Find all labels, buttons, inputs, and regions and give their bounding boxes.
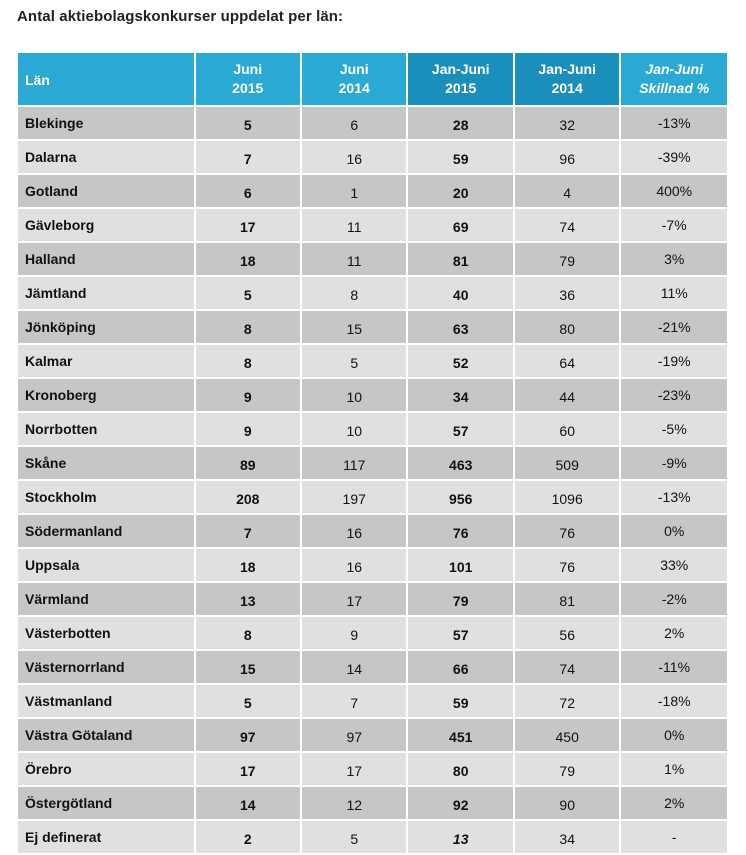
cell-jan-juni-2015: 451: [408, 719, 512, 751]
cell-jan-juni-2014: 64: [515, 345, 619, 377]
table-row: [18, 583, 727, 615]
header-label: 2014: [338, 80, 370, 96]
cell-lan: Örebro: [18, 753, 194, 785]
cell-jan-juni-2014: 4: [515, 175, 619, 207]
cell-jan-juni-2014: 74: [515, 651, 619, 683]
cell-jan-juni-2015: 81: [408, 243, 512, 275]
cell-juni-2015: 7: [196, 141, 300, 173]
county-bankruptcy-table: [16, 51, 729, 855]
cell-juni-2014: 14: [302, 651, 406, 683]
table-row: [18, 141, 727, 173]
cell-jan-juni-2015: 63: [408, 311, 512, 343]
cell-skillnad: -19%: [621, 345, 727, 377]
table-row: [18, 413, 727, 445]
cell-skillnad: 400%: [621, 175, 727, 207]
cell-jan-juni-2015: 79: [408, 583, 512, 615]
cell-juni-2015: 8: [196, 345, 300, 377]
cell-juni-2014: 7: [302, 685, 406, 717]
table-row: [18, 277, 727, 309]
cell-juni-2014: 6: [302, 107, 406, 139]
cell-jan-juni-2014: 79: [515, 243, 619, 275]
cell-juni-2014: 16: [302, 515, 406, 547]
cell-juni-2014: 11: [302, 243, 406, 275]
cell-skillnad: -5%: [621, 413, 727, 445]
header-label: Juni: [233, 61, 263, 77]
cell-juni-2014: 17: [302, 583, 406, 615]
cell-juni-2014: 16: [302, 141, 406, 173]
cell-lan: Västra Götaland: [18, 719, 194, 751]
table-row: [18, 821, 727, 853]
cell-jan-juni-2014: 44: [515, 379, 619, 411]
header-skillnad: [621, 53, 727, 105]
cell-lan: Blekinge: [18, 107, 194, 139]
page-title: Antal aktiebolagskonkurser uppdelat per län:: [17, 8, 344, 25]
cell-juni-2015: 5: [196, 685, 300, 717]
table-row: [18, 753, 727, 785]
table-row: [18, 209, 727, 241]
table-row: [18, 345, 727, 377]
cell-jan-juni-2015: 28: [408, 107, 512, 139]
cell-jan-juni-2014: 81: [515, 583, 619, 615]
cell-jan-juni-2014: 74: [515, 209, 619, 241]
cell-lan: Stockholm: [18, 481, 194, 513]
cell-jan-juni-2014: 36: [515, 277, 619, 309]
cell-lan: Norrbotten: [18, 413, 194, 445]
cell-jan-juni-2014: 76: [515, 515, 619, 547]
header-label: Jan-Juni: [431, 61, 490, 77]
cell-skillnad: -2%: [621, 583, 727, 615]
cell-jan-juni-2014: 96: [515, 141, 619, 173]
header-label: 2014: [551, 80, 583, 96]
cell-jan-juni-2015: 76: [408, 515, 512, 547]
cell-skillnad: 2%: [621, 617, 727, 649]
cell-lan: Ej definerat: [18, 821, 194, 853]
header-label: Jan-Juni: [645, 61, 703, 77]
cell-juni-2015: 7: [196, 515, 300, 547]
cell-juni-2015: 208: [196, 481, 300, 513]
cell-jan-juni-2014: 76: [515, 549, 619, 581]
cell-skillnad: -: [621, 821, 727, 853]
cell-skillnad: 1%: [621, 753, 727, 785]
cell-juni-2015: 6: [196, 175, 300, 207]
cell-juni-2014: 9: [302, 617, 406, 649]
cell-lan: Kalmar: [18, 345, 194, 377]
cell-skillnad: -18%: [621, 685, 727, 717]
cell-juni-2015: 8: [196, 617, 300, 649]
table-header-row: [18, 53, 727, 105]
table-row: [18, 719, 727, 751]
cell-jan-juni-2015: 80: [408, 753, 512, 785]
cell-juni-2014: 117: [302, 447, 406, 479]
cell-juni-2015: 14: [196, 787, 300, 819]
header-label: 2015: [445, 80, 477, 96]
cell-juni-2015: 9: [196, 413, 300, 445]
cell-jan-juni-2014: 56: [515, 617, 619, 649]
cell-lan: Västerbotten: [18, 617, 194, 649]
header-label: Skillnad %: [639, 80, 710, 96]
cell-juni-2014: 197: [302, 481, 406, 513]
cell-jan-juni-2015: 956: [408, 481, 512, 513]
table-row: [18, 311, 727, 343]
cell-jan-juni-2014: 79: [515, 753, 619, 785]
table-row: [18, 107, 727, 139]
cell-juni-2015: 17: [196, 209, 300, 241]
cell-jan-juni-2015: 66: [408, 651, 512, 683]
cell-skillnad: -13%: [621, 107, 727, 139]
cell-juni-2015: 89: [196, 447, 300, 479]
cell-juni-2015: 9: [196, 379, 300, 411]
cell-lan: Gävleborg: [18, 209, 194, 241]
cell-lan: Östergötland: [18, 787, 194, 819]
cell-lan: Skåne: [18, 447, 194, 479]
cell-lan: Gotland: [18, 175, 194, 207]
table-row: [18, 481, 727, 513]
cell-skillnad: -39%: [621, 141, 727, 173]
cell-juni-2015: 18: [196, 549, 300, 581]
header-jan-juni-2014: [515, 53, 619, 105]
cell-jan-juni-2014: 1096: [515, 481, 619, 513]
cell-juni-2015: 5: [196, 107, 300, 139]
cell-jan-juni-2015: 52: [408, 345, 512, 377]
cell-juni-2014: 11: [302, 209, 406, 241]
cell-jan-juni-2015: 463: [408, 447, 512, 479]
cell-jan-juni-2014: 80: [515, 311, 619, 343]
header-label: 2015: [232, 80, 264, 96]
cell-jan-juni-2014: 90: [515, 787, 619, 819]
cell-juni-2015: 18: [196, 243, 300, 275]
cell-skillnad: -9%: [621, 447, 727, 479]
header-label: Juni: [339, 61, 369, 77]
cell-skillnad: 0%: [621, 719, 727, 751]
cell-jan-juni-2014: 32: [515, 107, 619, 139]
cell-juni-2014: 12: [302, 787, 406, 819]
cell-lan: Södermanland: [18, 515, 194, 547]
cell-juni-2014: 5: [302, 821, 406, 853]
cell-lan: Jämtland: [18, 277, 194, 309]
cell-jan-juni-2015: 59: [408, 141, 512, 173]
cell-skillnad: 0%: [621, 515, 727, 547]
cell-juni-2015: 17: [196, 753, 300, 785]
cell-lan: Jönköping: [18, 311, 194, 343]
cell-lan: Värmland: [18, 583, 194, 615]
cell-juni-2014: 10: [302, 379, 406, 411]
cell-jan-juni-2015: 92: [408, 787, 512, 819]
cell-juni-2014: 17: [302, 753, 406, 785]
cell-skillnad: -13%: [621, 481, 727, 513]
table-row: [18, 243, 727, 275]
table-row: [18, 685, 727, 717]
cell-juni-2014: 5: [302, 345, 406, 377]
table-row: [18, 379, 727, 411]
cell-skillnad: 11%: [621, 277, 727, 309]
table-row: [18, 651, 727, 683]
table-row: [18, 447, 727, 479]
cell-skillnad: 3%: [621, 243, 727, 275]
cell-jan-juni-2015: 57: [408, 617, 512, 649]
cell-juni-2014: 15: [302, 311, 406, 343]
table-row: [18, 549, 727, 581]
cell-jan-juni-2015: 57: [408, 413, 512, 445]
cell-lan: Kronoberg: [18, 379, 194, 411]
cell-jan-juni-2015: 69: [408, 209, 512, 241]
cell-jan-juni-2014: 509: [515, 447, 619, 479]
header-lan: [18, 53, 194, 105]
cell-lan: Västernorrland: [18, 651, 194, 683]
cell-lan: Uppsala: [18, 549, 194, 581]
header-label: Län: [25, 72, 50, 88]
cell-juni-2015: 8: [196, 311, 300, 343]
cell-skillnad: 33%: [621, 549, 727, 581]
cell-juni-2014: 10: [302, 413, 406, 445]
cell-juni-2014: 8: [302, 277, 406, 309]
table-row: [18, 175, 727, 207]
cell-skillnad: -11%: [621, 651, 727, 683]
header-jan-juni-2015: [408, 53, 512, 105]
cell-juni-2015: 15: [196, 651, 300, 683]
cell-jan-juni-2014: 60: [515, 413, 619, 445]
cell-skillnad: -23%: [621, 379, 727, 411]
cell-jan-juni-2014: 72: [515, 685, 619, 717]
table-row: [18, 787, 727, 819]
table-row: [18, 617, 727, 649]
cell-juni-2014: 1: [302, 175, 406, 207]
cell-skillnad: -7%: [621, 209, 727, 241]
header-juni-2015: [196, 53, 300, 105]
cell-skillnad: -21%: [621, 311, 727, 343]
cell-lan: Halland: [18, 243, 194, 275]
cell-juni-2014: 16: [302, 549, 406, 581]
cell-jan-juni-2014: 450: [515, 719, 619, 751]
cell-jan-juni-2015: 13: [408, 821, 512, 853]
cell-jan-juni-2015: 34: [408, 379, 512, 411]
cell-jan-juni-2015: 20: [408, 175, 512, 207]
table-body: [18, 107, 727, 853]
header-label: Jan-Juni: [538, 61, 596, 77]
cell-lan: Dalarna: [18, 141, 194, 173]
cell-skillnad: 2%: [621, 787, 727, 819]
header-juni-2014: [302, 53, 406, 105]
cell-juni-2015: 97: [196, 719, 300, 751]
cell-jan-juni-2014: 34: [515, 821, 619, 853]
cell-juni-2015: 2: [196, 821, 300, 853]
cell-jan-juni-2015: 40: [408, 277, 512, 309]
table-row: [18, 515, 727, 547]
cell-jan-juni-2015: 101: [408, 549, 512, 581]
cell-juni-2014: 97: [302, 719, 406, 751]
cell-lan: Västmanland: [18, 685, 194, 717]
cell-juni-2015: 5: [196, 277, 300, 309]
cell-juni-2015: 13: [196, 583, 300, 615]
cell-jan-juni-2015: 59: [408, 685, 512, 717]
